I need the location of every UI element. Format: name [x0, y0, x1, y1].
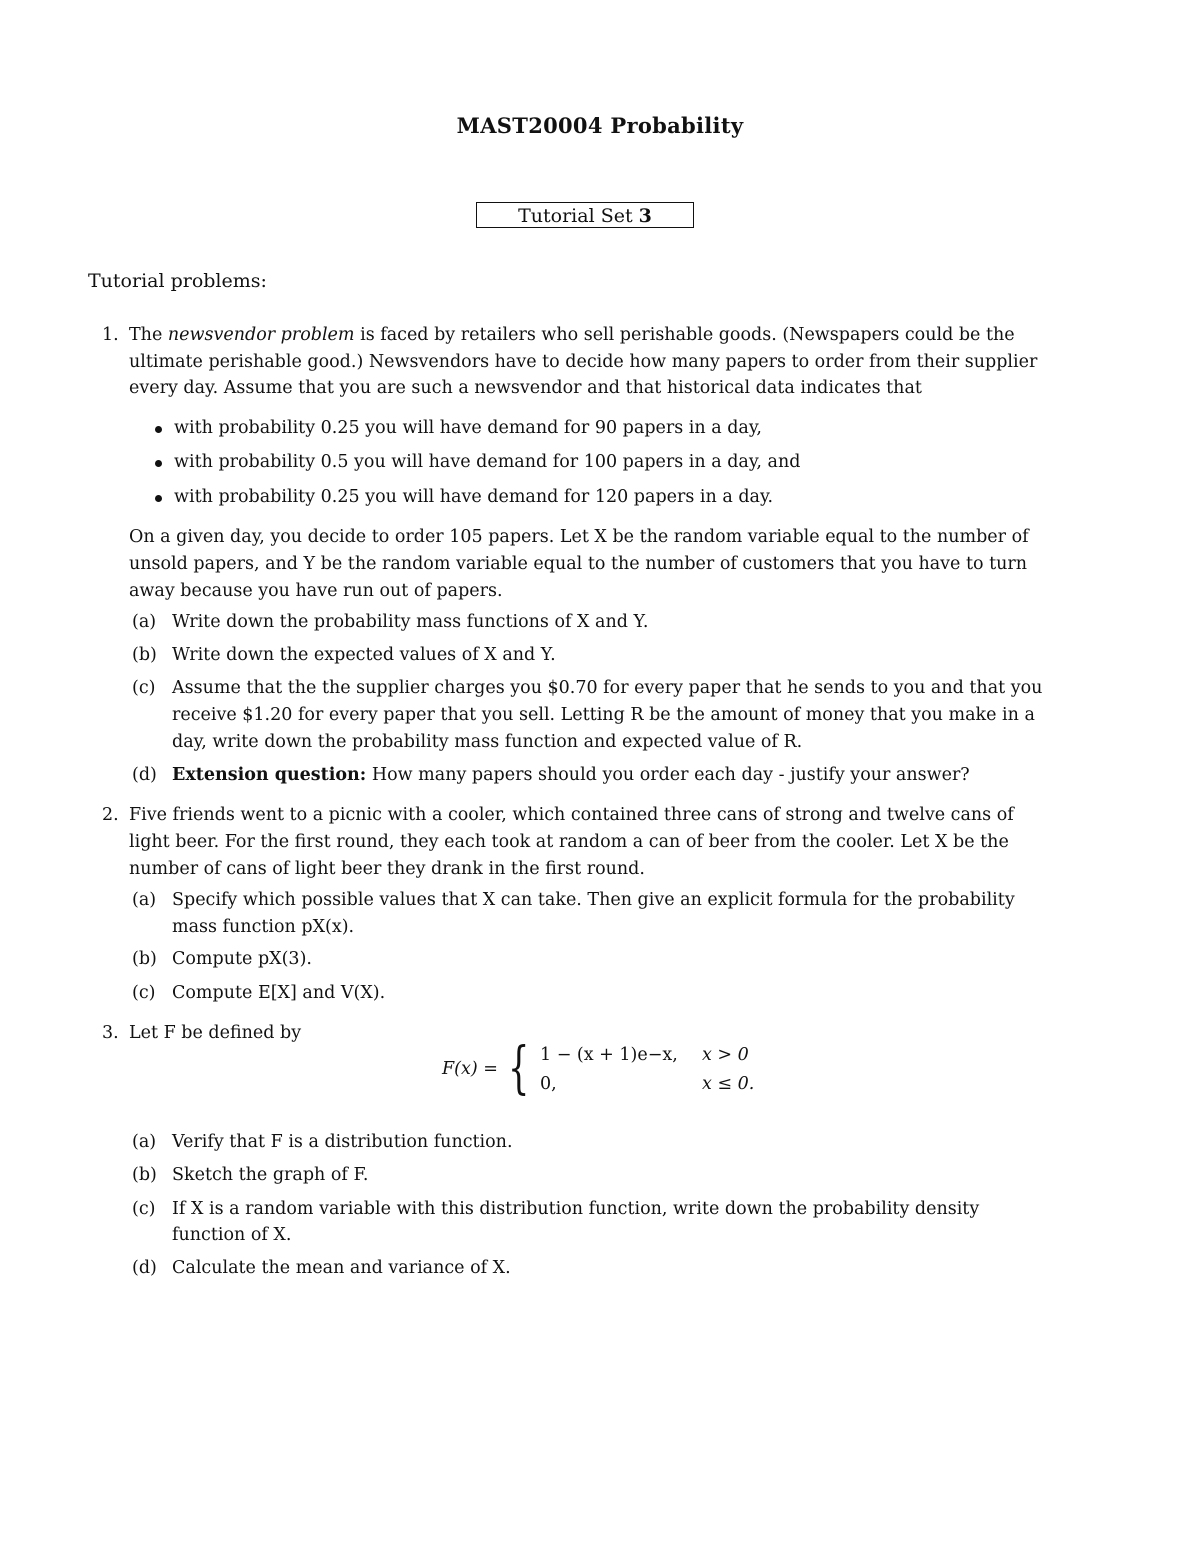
q3a-label: (a) — [132, 1132, 157, 1152]
q2c-label: (c) — [132, 983, 156, 1003]
page-title: MAST20004 Probability — [456, 113, 744, 138]
q3c-line2: function of X. — [172, 1225, 292, 1245]
q2a-line2: mass function pX(x). — [172, 917, 355, 937]
q1-setup-line3: away because you have run out of papers. — [129, 581, 503, 601]
q2a-label: (a) — [132, 890, 157, 910]
q3a-text: Verify that F is a distribution function. — [172, 1132, 513, 1152]
q1-setup-line2: unsold papers, and Y be the random variable equal to the number of customers that you have to turn — [129, 554, 1028, 574]
q1c-line3: day, write down the probability mass function and expected value of R. — [172, 732, 803, 752]
q3d-label: (d) — [132, 1258, 157, 1278]
q3-number: 3. — [102, 1023, 119, 1043]
q1c-line1: Assume that the the supplier charges you $0.70 for every paper that he sends to you and that you — [172, 678, 1043, 698]
bullet-dot — [155, 426, 162, 433]
q1d-label: (d) — [132, 765, 157, 785]
q1c-line2: receive $1.20 for every paper that you sell. Letting R be the amount of money that you make in a — [172, 705, 1035, 725]
formula-case2-cond: x ≤ 0. — [702, 1074, 755, 1094]
q1-number: 1. — [102, 325, 119, 345]
q1c-label: (c) — [132, 678, 156, 698]
q1d-text: How many papers should you order each day - justify your answer? — [371, 765, 970, 785]
q3d-text: Calculate the mean and variance of X. — [172, 1258, 511, 1278]
q1-intro-em: newsvendor problem — [167, 325, 355, 345]
bullet-dot — [155, 460, 162, 467]
q2-line3: number of cans of light beer they drank in the first round. — [129, 859, 645, 879]
q1-bullet-1: with probability 0.25 you will have demand for 90 papers in a day, — [174, 418, 762, 438]
q1-intro-line1-rest: is faced by retailers who sell perishable goods. (Newspapers could be the — [360, 325, 1015, 345]
q1-bullet-2: with probability 0.5 you will have demand for 100 papers in a day, and — [174, 452, 801, 472]
q1-intro-before: The — [129, 325, 163, 345]
q3c-label: (c) — [132, 1199, 156, 1219]
tutorial-set-number: 3 — [638, 205, 652, 227]
q1a-label: (a) — [132, 612, 157, 632]
q1b-text: Write down the expected values of X and Y. — [172, 645, 556, 665]
q2-line1: Five friends went to a picnic with a cooler, which contained three cans of strong and twelve cans of — [129, 805, 1014, 825]
q1d-line — [172, 762, 970, 789]
q1d-extension-label: Extension question: — [172, 765, 367, 785]
piecewise-formula — [442, 1036, 772, 1103]
bullet-dot — [155, 495, 162, 502]
q1-intro-line2: ultimate perishable good.) Newsvendors have to decide how many papers to order from their supplier — [129, 352, 1038, 372]
q3b-label: (b) — [132, 1165, 157, 1185]
formula-case2-expr: 0, — [540, 1074, 557, 1094]
q3c-line1: If X is a random variable with this distribution function, write down the probability density — [172, 1199, 980, 1219]
q2b-label: (b) — [132, 949, 157, 969]
q2b-text: Compute pX(3). — [172, 949, 312, 969]
q1b-label: (b) — [132, 645, 157, 665]
q2-line2: light beer. For the first round, they each took at random a can of beer from the cooler. Let X be the — [129, 832, 1009, 852]
q2a-line1: Specify which possible values that X can take. Then give an explicit formula for the probability — [172, 890, 1015, 910]
q3-intro: Let F be defined by — [129, 1023, 302, 1043]
q1-intro-line1 — [129, 322, 1015, 349]
tutorial-set-label: Tutorial Set — [518, 205, 633, 227]
q1-intro-line3: every day. Assume that you are such a newsvendor and that historical data indicates that — [129, 378, 922, 398]
section-heading: Tutorial problems: — [88, 270, 267, 292]
q1-setup-line1: On a given day, you decide to order 105 papers. Let X be the random variable equal to the number of — [129, 527, 1029, 547]
tutorial-set-box — [476, 202, 694, 228]
formula-brace: { — [508, 1036, 530, 1101]
q2-number: 2. — [102, 805, 119, 825]
formula-case1-expr: 1 − (x + 1)e−x, — [540, 1045, 678, 1065]
formula-lhs: F(x) = — [442, 1059, 498, 1079]
q1-bullet-3: with probability 0.25 you will have demand for 120 papers in a day. — [174, 487, 774, 507]
q2c-text: Compute E[X] and V(X). — [172, 983, 386, 1003]
q3b-text: Sketch the graph of F. — [172, 1165, 369, 1185]
q1a-text: Write down the probability mass functions of X and Y. — [172, 612, 649, 632]
formula-case1-cond: x > 0 — [702, 1045, 749, 1065]
